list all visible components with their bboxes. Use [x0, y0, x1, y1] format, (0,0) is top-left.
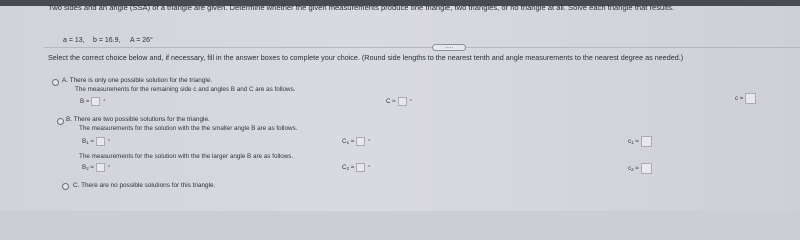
option-a-side-c-input[interactable] [745, 93, 756, 104]
option-b-side-c1-field [628, 136, 652, 147]
option-b-letter: B. [66, 116, 73, 123]
option-b-angle-B2-input[interactable] [96, 163, 105, 172]
option-a-side-c-field [735, 93, 756, 104]
option-a-angle-B-input[interactable] [91, 97, 100, 106]
option-b-angle-B1-input[interactable] [96, 137, 105, 146]
option-b-angle-C1-input[interactable] [356, 137, 365, 146]
option-b-radio[interactable] [57, 118, 64, 125]
option-a-B-label: B ≈ [80, 98, 90, 105]
option-a-C-label: C ≈ [386, 98, 396, 105]
option-b-side-c2-field [628, 163, 652, 174]
degree-symbol: ° [368, 138, 371, 145]
option-a-c-label: c ≈ [735, 95, 744, 102]
expand-toggle-button[interactable]: ..... [432, 44, 466, 51]
given-side-a: a = 13, [63, 37, 85, 44]
option-c-text: There are no possible solutions for this triangle. [81, 182, 216, 189]
option-b-angle-B2-field [82, 163, 110, 172]
option-b-sub1: The measurements for the solution with the the smaller angle B are as follows. [79, 125, 298, 132]
degree-symbol: ° [107, 164, 110, 171]
given-side-b: b = 16.9, [93, 37, 121, 44]
option-b-C2-label: $C_2$ ≈ [342, 164, 355, 171]
option-b-angle-B1-field [82, 137, 110, 146]
option-b-C1-label: $C_1$ ≈ [342, 138, 355, 145]
option-c-radio[interactable] [62, 183, 69, 190]
option-a-angle-C-input[interactable] [398, 97, 407, 106]
degree-symbol: ° [409, 98, 412, 105]
option-b-side-c1-input[interactable] [641, 136, 652, 147]
option-b-label [66, 116, 210, 123]
option-b-side-c2-input[interactable] [641, 163, 652, 174]
option-a-letter: A. [62, 77, 69, 84]
option-c-label [73, 182, 215, 189]
option-a-radio[interactable] [52, 79, 59, 86]
option-b-angle-C1-field [342, 137, 370, 146]
option-a-angle-B-field [80, 97, 105, 106]
option-a-angle-C-field [386, 97, 412, 106]
option-a-label [62, 77, 212, 84]
instructions-text: Select the correct choice below and, if necessary, fill in the answer boxes to complete your choice. (Round side lengths to the nearest tenth and angle measurements to the nearest degree as needed.) [48, 53, 684, 62]
option-b-text: There are two possible solutions for the triangle. [73, 116, 210, 123]
option-c-letter: C. [73, 182, 80, 189]
option-b-B2-label: $B_2$ ≈ [82, 164, 94, 171]
option-a-text: There is only one possible solution for the triangle. [69, 77, 213, 84]
question-prompt: Two sides and an angle (SSA) of a triangle are given. Determine whether the given measurements produce one triangle, two triangles, or no triangle at all. Solve each triangle that results. [48, 3, 674, 12]
option-b-angle-C2-input[interactable] [356, 163, 365, 172]
option-b-c2-label: $c_2$ ≈ [628, 165, 639, 172]
degree-symbol: ° [368, 164, 371, 171]
option-b-B1-label: $B_1$ ≈ [82, 138, 94, 145]
option-b-angle-C2-field [342, 163, 370, 172]
option-a-subtext: The measurements for the remaining side c and angles B and C are as follows. [75, 86, 296, 93]
option-b-c1-label: $c_1$ ≈ [628, 138, 639, 145]
degree-symbol: ° [103, 98, 106, 105]
section-divider [44, 47, 800, 48]
option-b-sub2: The measurements for the solution with the the larger angle B are as follows. [79, 153, 294, 160]
degree-symbol: ° [107, 138, 110, 145]
given-angle-A: A = 26° [130, 37, 153, 44]
